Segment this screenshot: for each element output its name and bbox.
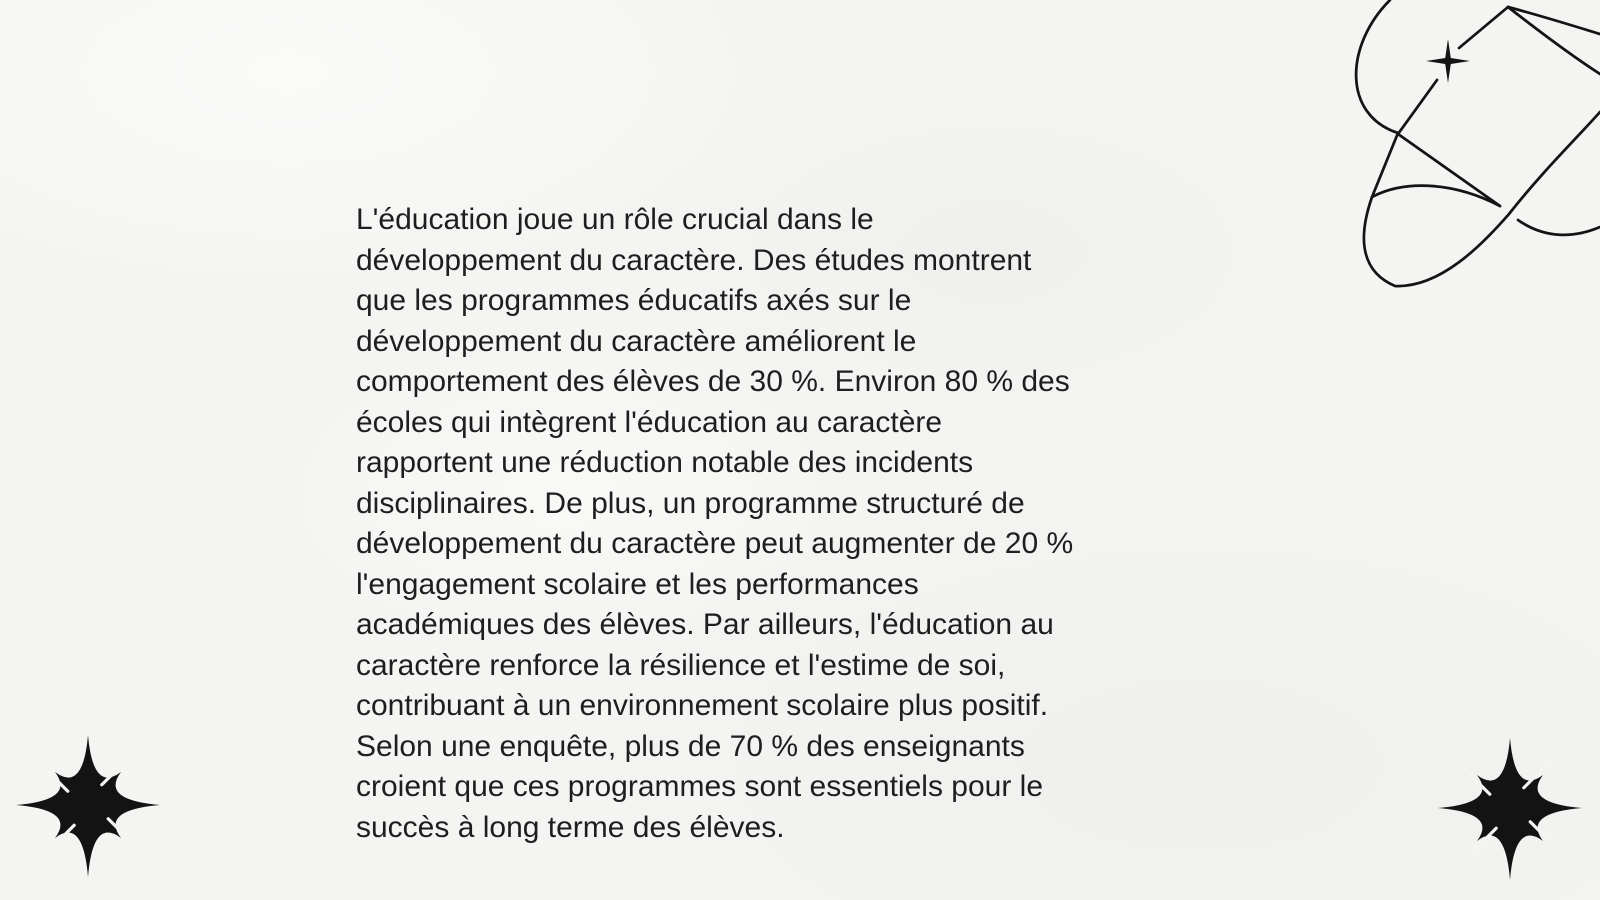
text-line: Selon une enquête, plus de 70 % des enseignants [356,729,1025,763]
orbit-doodle-icon [1320,0,1600,310]
doodle-leaf-top [1372,186,1500,206]
text-line: rapportent une réduction notable des incidents [356,446,974,479]
text-line: développement du caractère améliorent le [356,324,917,358]
text-line: l'engagement scolaire et les performances [356,567,919,601]
doodle-wedge-lower [1508,7,1600,74]
text-line: croient que ces programmes sont essentiels pour le [356,770,1044,803]
text-line: écoles qui intègrent l'éducation au caractère [356,405,943,439]
starburst-icon-left [8,725,168,885]
text-line: développement du caractère peut augmenter de 20 % [356,527,1074,560]
doodle-arrow-shaft [1398,134,1500,206]
paragraph-text [356,200,1073,848]
doodle-wedge-upper [1508,7,1600,34]
text-line: succès à long terme des élèves. [356,810,785,844]
text-line: L'éducation joue un rôle crucial dans le [356,203,874,236]
text-line: disciplinaires. De plus, un programme structuré de [356,486,1025,520]
text-line: que les programmes éducatifs axés sur le [356,284,912,317]
starburst-shape [16,735,160,877]
text-line: caractère renforce la résilience et l'estime de soi, [356,648,1006,682]
starburst-shape [1438,738,1582,880]
text-line: contribuant à un environnement scolaire plus positif. [356,689,1049,722]
text-line: académiques des élèves. Par ailleurs, l'éducation au [356,608,1054,641]
starburst-icon-right [1430,728,1590,888]
doodle-diagonal-upper [1459,7,1508,48]
doodle-diagonal-lower [1398,80,1437,134]
text-line: comportement des élèves de 30 %. Environ 80 % des [356,365,1070,398]
doodle-big-loop [1356,0,1600,286]
doodle-smile-arc [1518,220,1600,235]
text-line: développement du caractère. Des études montrent [356,243,1032,277]
